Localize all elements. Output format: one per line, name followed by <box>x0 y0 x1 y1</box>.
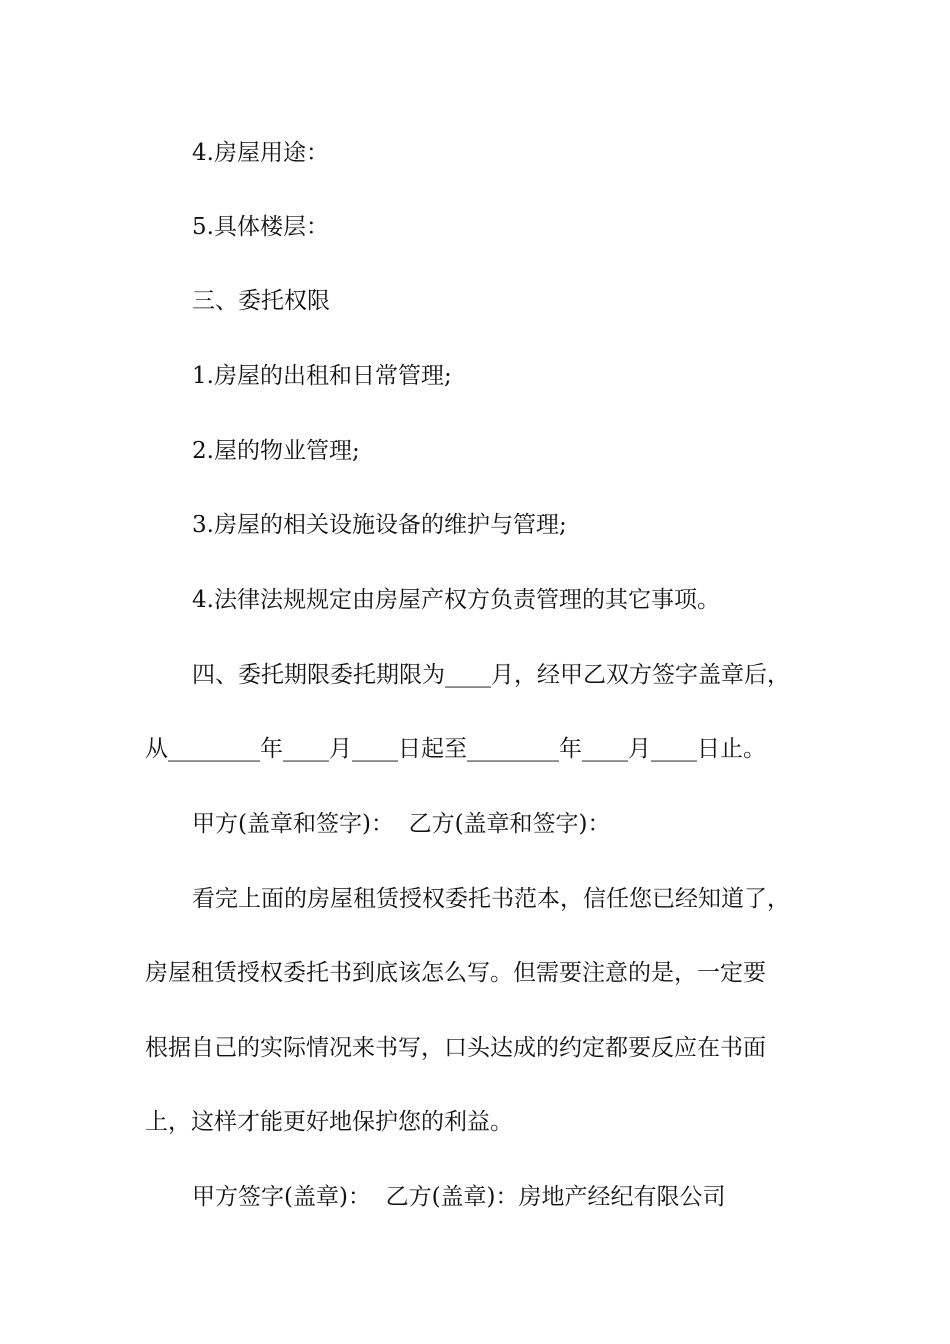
term-paragraph-line-1: 四、委托期限委托期限为____月，经甲乙双方签字盖章后， <box>192 662 790 688</box>
closing-paragraph-line-4: 上，这样才能更好地保护您的利益。 <box>145 1109 513 1135</box>
authority-item-4: 4.法律法规规定由房屋产权方负责管理的其它事项。 <box>192 587 720 613</box>
authority-item-3: 3.房屋的相关设施设备的维护与管理; <box>192 512 567 538</box>
authority-item-2: 2.屋的物业管理; <box>192 438 360 464</box>
term-paragraph-line-2: 从________年____月____日起至________年____月____日止。 <box>145 736 766 762</box>
item-usage: 4.房屋用途： <box>192 140 329 166</box>
signature-line-2: 甲方签字(盖章)： 乙方(盖章)：房地产经纪有限公司 <box>192 1184 726 1210</box>
item-floor: 5.具体楼层： <box>192 214 329 240</box>
signature-line-1: 甲方(盖章和签字)： 乙方(盖章和签字)： <box>192 811 611 837</box>
closing-paragraph-line-1: 看完上面的房屋租赁授权委托书范本，信任您已经知道了， <box>192 886 790 912</box>
section-heading-authority: 三、委托权限 <box>192 288 330 314</box>
authority-item-1: 1.房屋的出租和日常管理; <box>192 363 452 389</box>
closing-paragraph-line-3: 根据自己的实际情况来书写，口头达成的约定都要反应在书面 <box>145 1035 766 1061</box>
closing-paragraph-line-2: 房屋租赁授权委托书到底该怎么写。但需要注意的是，一定要 <box>145 960 766 986</box>
